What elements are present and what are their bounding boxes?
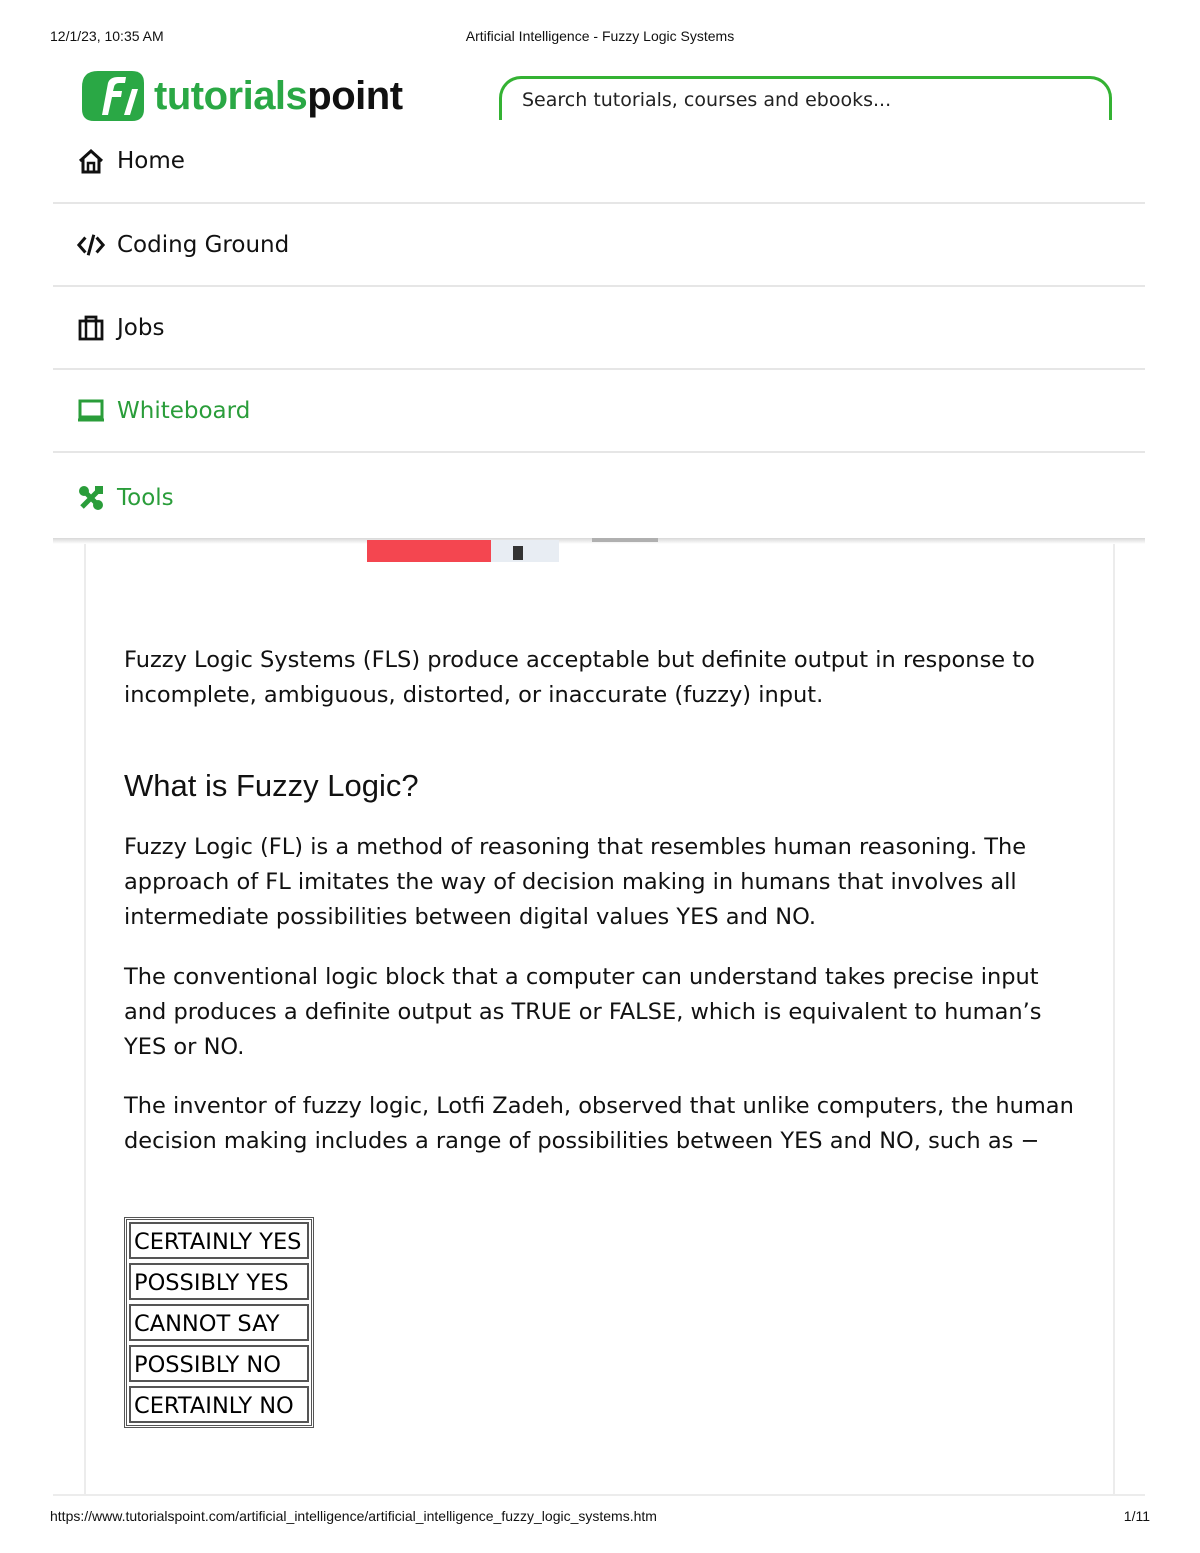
ad-image-fragment <box>491 540 559 562</box>
nav-item-label: Coding Ground <box>117 231 290 258</box>
logo-wordmark-part1: tutorials <box>154 73 308 118</box>
print-header <box>50 28 1150 48</box>
search-input[interactable] <box>520 88 1084 112</box>
nav-item-label: Home <box>117 148 185 174</box>
nav-item-coding-ground[interactable] <box>53 204 1145 287</box>
paragraph-definition: Fuzzy Logic (FL) is a method of reasoning that resembles human reasoning. The approach of FL imitates the way of decision making in humans that involves all intermediate possibilities between digital values YES and NO. <box>124 834 1027 930</box>
table-row: CANNOT SAY <box>129 1304 309 1341</box>
table-row: POSSIBLY NO <box>129 1345 309 1382</box>
section-heading: What is Fuzzy Logic? <box>124 768 419 803</box>
nav-item-tools[interactable] <box>53 453 1145 543</box>
ad-banner-fragment[interactable] <box>367 540 495 562</box>
intro-paragraph: Fuzzy Logic Systems (FLS) produce acceptable but definite output in response to incomplete, ambiguous, distorted, or inaccurate (fuzzy) input. <box>124 647 1035 708</box>
table-row: CERTAINLY YES <box>129 1222 309 1259</box>
table-row: POSSIBLY YES <box>129 1263 309 1300</box>
logo-wordmark <box>154 74 403 119</box>
table-row: CERTAINLY NO <box>129 1386 309 1423</box>
home-icon <box>77 147 105 175</box>
footer-divider <box>53 1494 1145 1496</box>
tools-icon <box>77 484 105 512</box>
logo-mark-icon <box>80 69 146 123</box>
print-datetime: 12/1/23, 10:35 AM <box>50 28 164 44</box>
whiteboard-icon <box>77 397 105 425</box>
nav-item-label: Jobs <box>117 314 165 341</box>
print-page-title: Artificial Intelligence - Fuzzy Logic Systems <box>465 28 735 44</box>
nav-item-label: Whiteboard <box>117 397 251 424</box>
main-nav <box>53 120 1145 543</box>
nav-item-home[interactable] <box>53 120 1145 204</box>
paragraph-conventional-logic: The conventional logic block that a computer can understand takes precise input and produces a definite output as TRUE or FALSE, which is equivalent to human’s YES or NO. <box>124 964 1042 1060</box>
search-box[interactable] <box>499 76 1112 120</box>
possibilities-table <box>124 1217 314 1428</box>
nav-item-label: Tools <box>117 485 174 511</box>
code-icon <box>77 231 105 259</box>
print-url: https://www.tutorialspoint.com/artificial_intelligence/artificial_intelligence_fuzzy_logic_systems.htm <box>50 1508 657 1524</box>
tutorialspoint-logo[interactable] <box>80 68 403 124</box>
ad-text-fragment <box>592 538 658 542</box>
nav-item-whiteboard[interactable] <box>53 370 1145 453</box>
print-page-number: 1/11 <box>1123 1508 1150 1524</box>
ad-image-detail <box>513 546 523 560</box>
briefcase-icon <box>77 314 105 342</box>
logo-wordmark-part2: point <box>307 73 403 118</box>
paragraph-zadeh: The inventor of fuzzy logic, Lotfi Zadeh, observed that unlike computers, the human decision making includes a range of possibilities between YES and NO, such as − <box>124 1093 1074 1154</box>
nav-item-jobs[interactable] <box>53 287 1145 370</box>
